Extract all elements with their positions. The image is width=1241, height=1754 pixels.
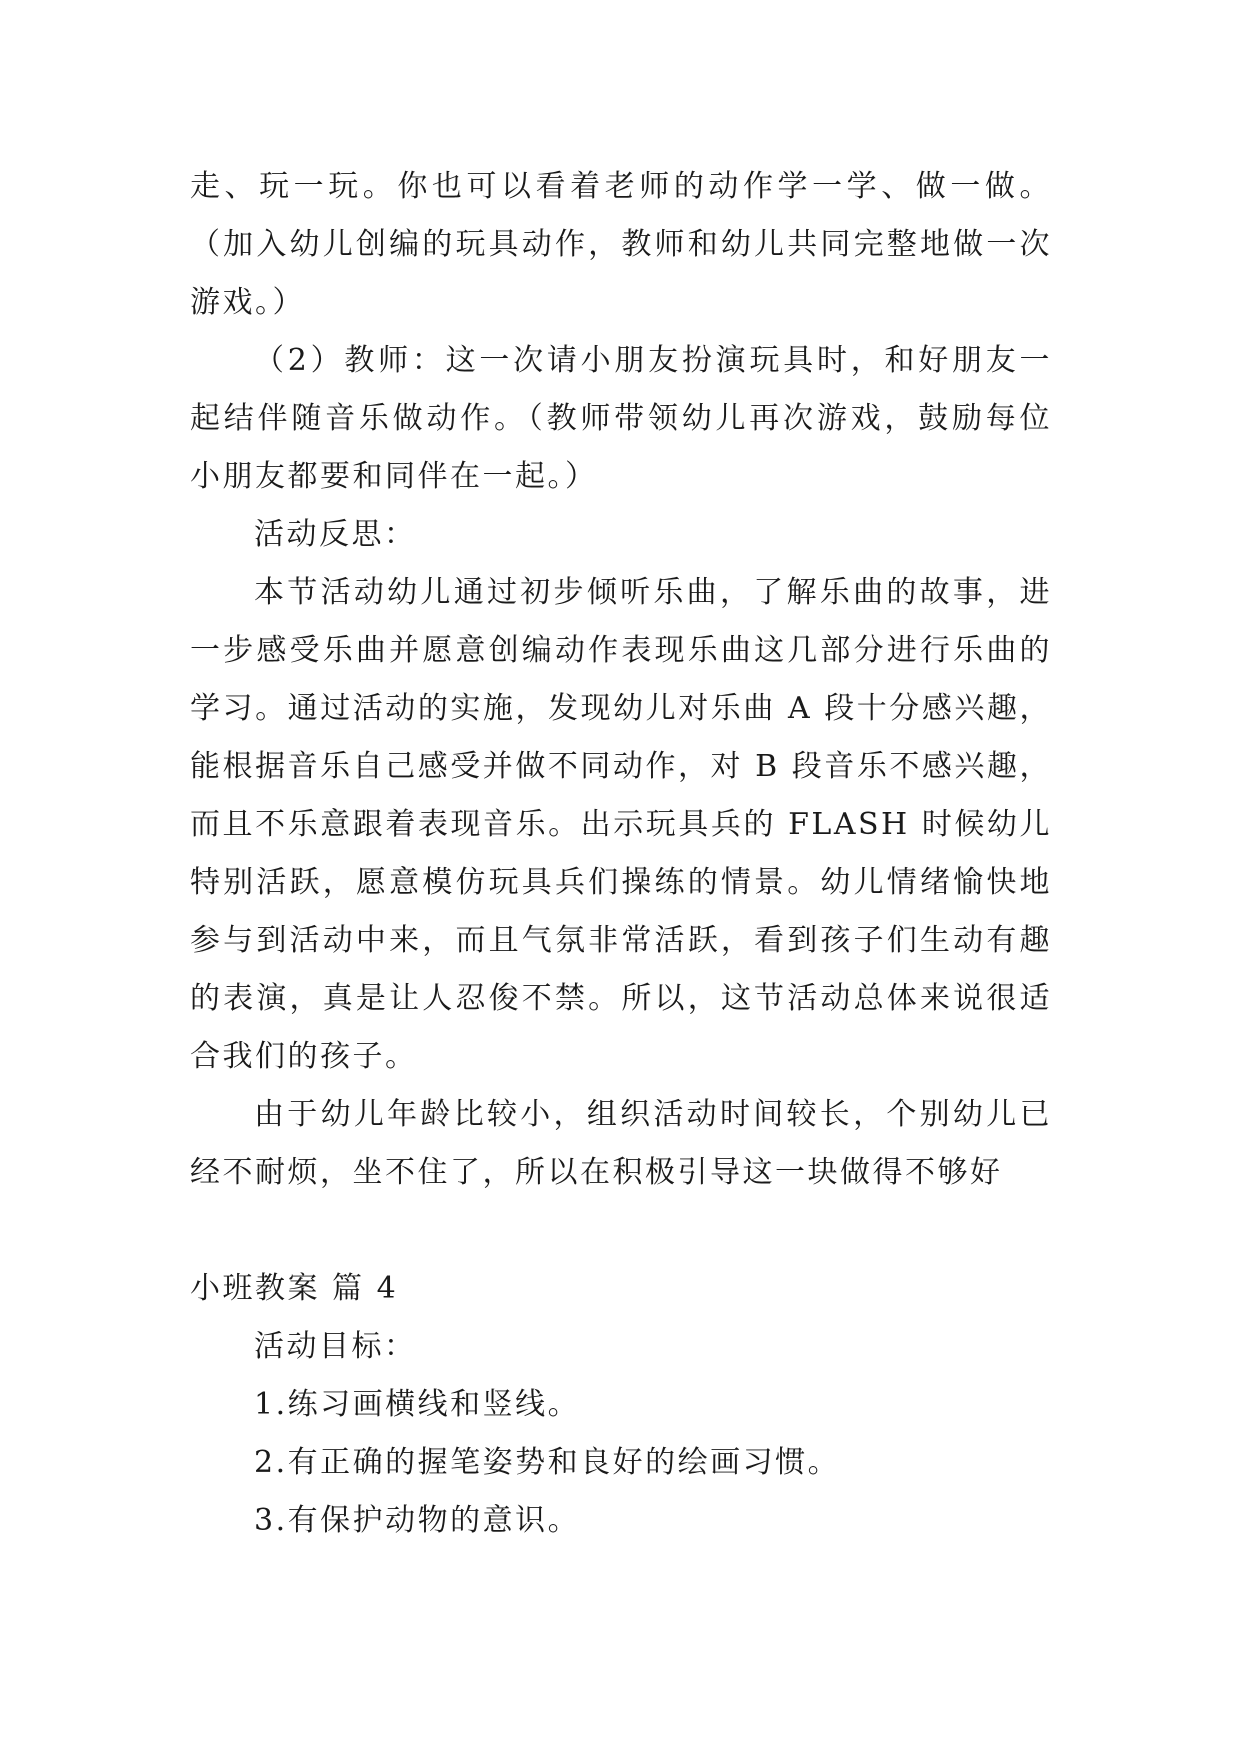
goal-item-2: 2.有正确的握笔姿势和良好的绘画习惯。 xyxy=(254,1445,841,1480)
goal-item-3: 3.有保护动物的意识。 xyxy=(254,1503,581,1538)
paragraph-game-continuation: 走、玩一玩。你也可以看着老师的动作学一学、做一做。（加入幼儿创编的玩具动作，教师和幼儿共同完整地做一次游戏。） xyxy=(190,169,1052,320)
heading-activity-goals: 活动目标： xyxy=(254,1329,417,1364)
paragraph-teacher-step-2: （2）教师：这一次请小朋友扮演玩具时，和好朋友一起结伴随音乐做动作。（教师带领幼儿再次游戏，鼓励每位小朋友都要和同伴在一起。） xyxy=(190,343,1052,494)
paragraph-reflection-shortcoming: 由于幼儿年龄比较小，组织活动时间较长，个别幼儿已经不耐烦，坐不住了，所以在积极引导这一块做得不够好 xyxy=(190,1097,1052,1190)
document-page xyxy=(190,158,1052,1550)
paragraph-reflection-body: 本节活动幼儿通过初步倾听乐曲，了解乐曲的故事，进一步感受乐曲并愿意创编动作表现乐曲这几部分进行乐曲的学习。通过活动的实施，发现幼儿对乐曲 A 段十分感兴趣，能根据音乐自己感受并做不同动作，对 B 段音乐不感兴趣，而且不乐意跟着表现音乐。出示玩具兵的 FLASH 时候幼儿特别活跃，愿意模仿玩具兵们操练的情景。幼儿情绪愉快地参与到活动中来，而且气氛非常活跃，看到孩子们生动有趣的表演，真是让人忍俊不禁。所以，这节活动总体来说很适合我们的孩子。 xyxy=(190,575,1052,1074)
heading-activity-reflection: 活动反思： xyxy=(254,517,417,552)
goal-item-1: 1.练习画横线和竖线。 xyxy=(254,1387,581,1422)
section-spacer xyxy=(190,1202,1052,1260)
section-title: 小班教案 篇 4 xyxy=(190,1271,399,1306)
